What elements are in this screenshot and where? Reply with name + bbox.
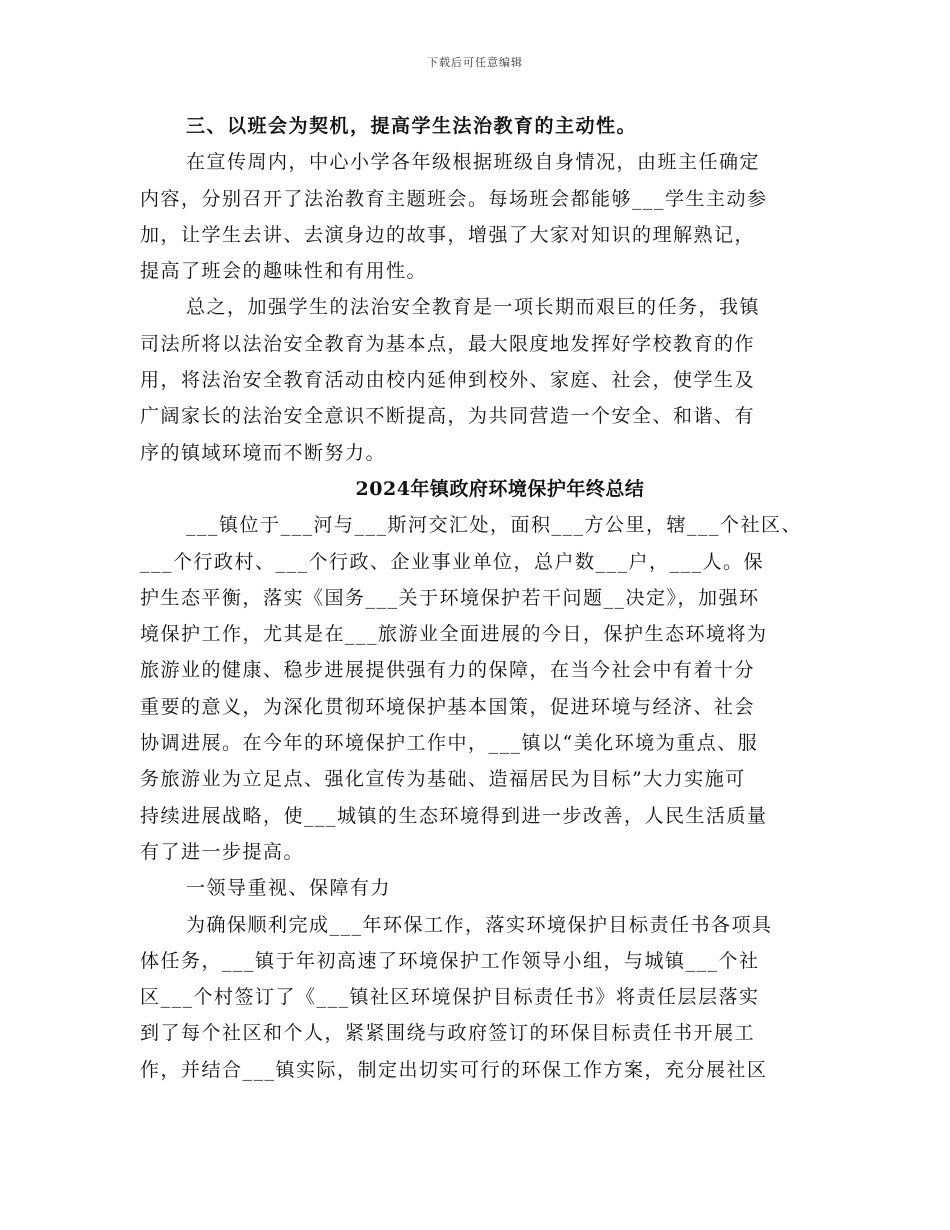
- paragraph-line: 旅游业的健康、稳步进展提供强有力的保障，在当今社会中有着十分: [140, 659, 756, 682]
- paragraph-line: 在宣传周内，中心小学各年级根据班级自身情况，由班主任确定: [186, 151, 761, 174]
- paragraph-line: 务旅游业为立足点、强化宣传为基础、造福居民为目标”大力实施可: [140, 768, 746, 791]
- paragraph-line: 协调进展。在今年的环境保护工作中，___镇以“美化环境为重点、服: [140, 732, 759, 755]
- subsection-heading: 一领导重视、保障有力: [186, 877, 392, 900]
- paragraph-line: 总之，加强学生的法治安全教育是一项长期而艰巨的任务，我镇: [186, 296, 761, 319]
- page-header-note: 下载后可任意编辑: [427, 56, 523, 69]
- paragraph-line: 体任务，___镇于年初高速了环境保护工作领导小组，与城镇___个社: [140, 949, 760, 972]
- paragraph-line: 到了每个社区和个人，紧紧围绕与政府签订的环保目标责任书开展工: [140, 1022, 756, 1045]
- paragraph-line: 内容，分别召开了法治教育主题班会。每场班会都能够___学生主动参: [140, 187, 768, 210]
- paragraph-line: 为确保顺利完成___年环保工作，落实环境保护目标责任书各项具: [186, 913, 773, 936]
- paragraph-line: 序的镇域环境而不断努力。: [140, 441, 387, 464]
- paragraph-line: 护生态平衡，落实《国务___关于环境保护若干问题__决定》，加强环: [140, 586, 760, 609]
- paragraph-line: 提高了班会的趣味性和有用性。: [140, 260, 428, 283]
- document-title: 2024年镇政府环境保护年终总结: [355, 477, 645, 500]
- paragraph-line: 境保护工作，尤其是在___旅游业全面进展的今日，保护生态环境将为: [140, 623, 768, 646]
- paragraph-line: 有了进一步提高。: [140, 840, 305, 863]
- paragraph-line: 司法所将以法治安全教育为基本点，最大限度地发挥好学校教育的作: [140, 332, 756, 355]
- paragraph-line: 持续进展战略，使___城镇的生态环境得到进一步改善，人民生活质量: [140, 804, 768, 827]
- paragraph-line: 区___个村签订了《___镇社区环境保护目标责任书》将责任层层落实: [140, 986, 760, 1009]
- paragraph-line: 重要的意义，为深化贯彻环境保护基本国策，促进环境与经济、社会: [140, 695, 756, 718]
- paragraph-line: ___镇位于___河与___斯河交汇处，面积___方公里，辖___个社区、: [186, 514, 803, 537]
- paragraph-line: ___个行政村、___个行政、企业事业单位，总户数___户，___人。保: [140, 550, 765, 573]
- section-heading: 三、以班会为契机，提高学生法治教育的主动性。: [186, 115, 638, 137]
- paragraph-line: 用，将法治安全教育活动由校内延伸到校外、家庭、社会，使学生及: [140, 369, 756, 392]
- paragraph-line: 加，让学生去讲、去演身边的故事，增强了大家对知识的理解熟记，: [140, 223, 756, 246]
- document-body: [140, 108, 820, 1088]
- paragraph-line: 广阔家长的法治安全意识不断提高，为共同营造一个安全、和谐、有: [140, 405, 756, 428]
- paragraph-line: 作，并结合___镇实际，制定出切实可行的环保工作方案，充分展社区: [140, 1058, 768, 1081]
